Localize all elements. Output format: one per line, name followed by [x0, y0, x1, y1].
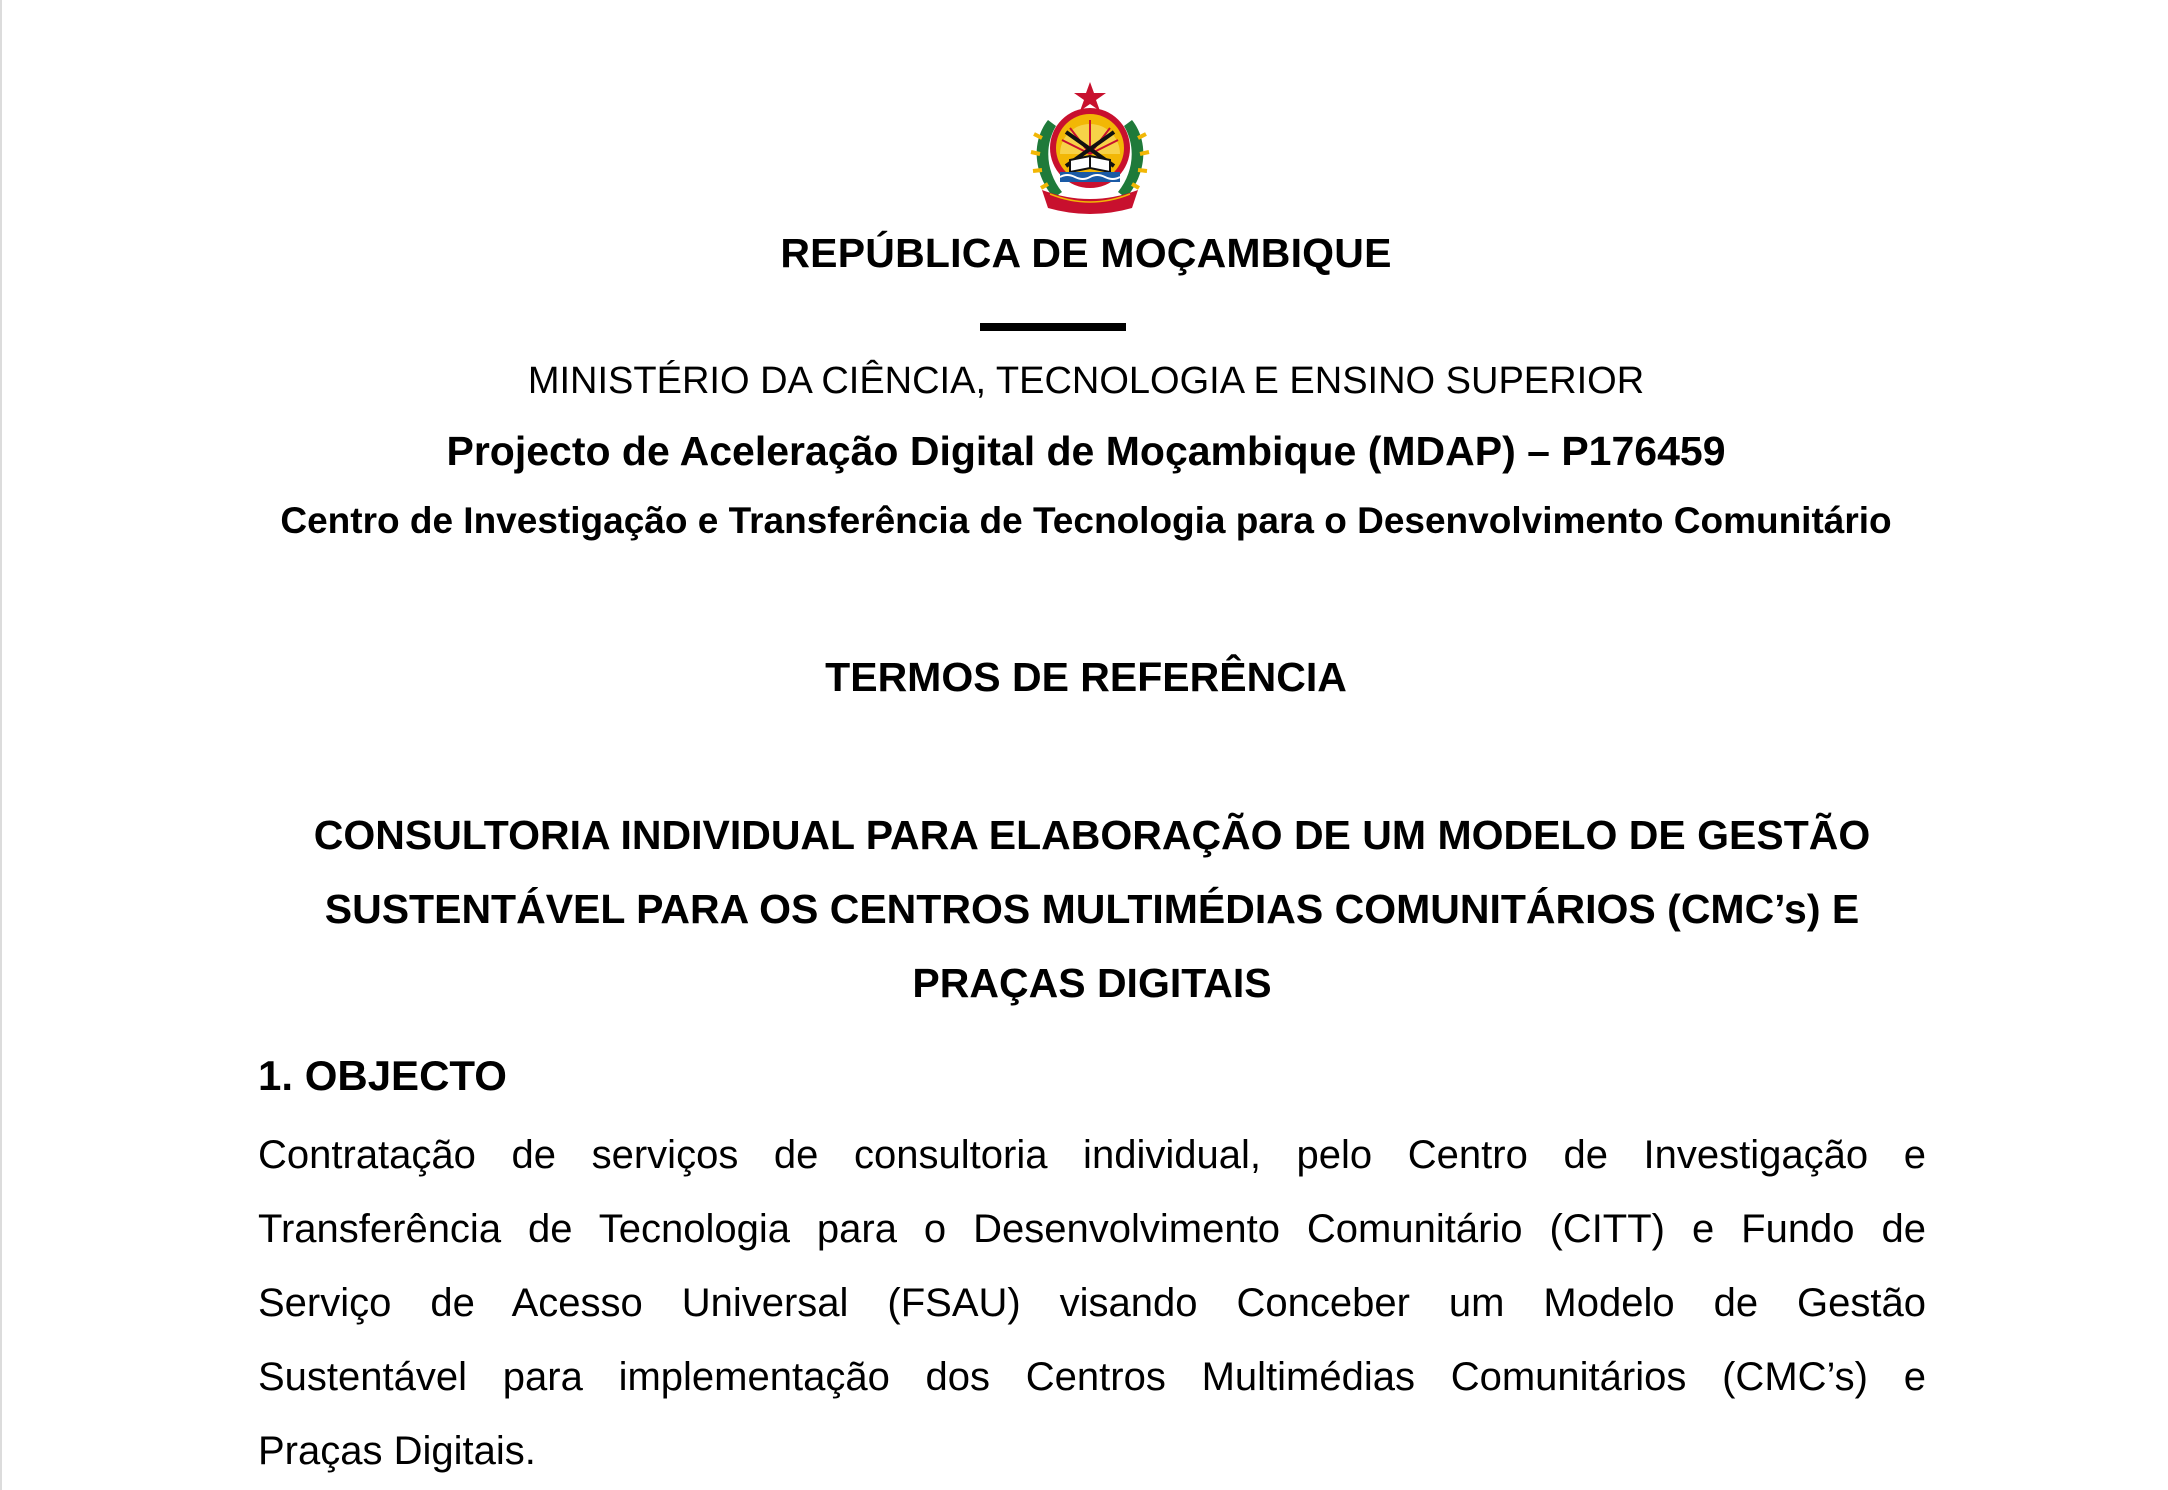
paragraph-line: Contratação de serviços de consultoria individual, pelo Centro de Investigação e: [258, 1133, 1926, 1177]
section-paragraph: [258, 1118, 1926, 1488]
subject-line: PRAÇAS DIGITAIS: [912, 960, 1272, 1006]
paragraph-line: Praças Digitais.: [258, 1429, 536, 1473]
centre-name: Centro de Investigação e Transferência de Tecnologia para o Desenvolvimento Comunitário: [280, 500, 1892, 541]
document-type-title: TERMOS DE REFERÊNCIA: [825, 654, 1347, 700]
subject-line: SUSTENTÁVEL PARA OS CENTROS MULTIMÉDIAS COMUNITÁRIOS (CMC’s) E: [324, 886, 1860, 932]
paragraph-line: Serviço de Acesso Universal (FSAU) visando Conceber um Modelo de Gestão: [258, 1281, 1926, 1325]
paragraph-line: Transferência de Tecnologia para o Desenvolvimento Comunitário (CITT) e Fundo de: [258, 1207, 1926, 1251]
project-name: Projecto de Aceleração Digital de Moçambique (MDAP) – P176459: [446, 428, 1726, 474]
section-heading: 1. OBJECTO: [258, 1052, 507, 1099]
coat-of-arms-icon: [1020, 80, 1160, 220]
subject-line: CONSULTORIA INDIVIDUAL PARA ELABORAÇÃO DE UM MODELO DE GESTÃO: [313, 812, 1871, 858]
country-name: REPÚBLICA DE MOÇAMBIQUE: [780, 230, 1392, 276]
ministry-name: MINISTÉRIO DA CIÊNCIA, TECNOLOGIA E ENSINO SUPERIOR: [527, 360, 1645, 402]
document-subject: [252, 798, 1932, 1020]
paragraph-line: Sustentável para implementação dos Centros Multimédias Comunitários (CMC’s) e: [258, 1355, 1926, 1399]
title-divider: [980, 323, 1126, 331]
